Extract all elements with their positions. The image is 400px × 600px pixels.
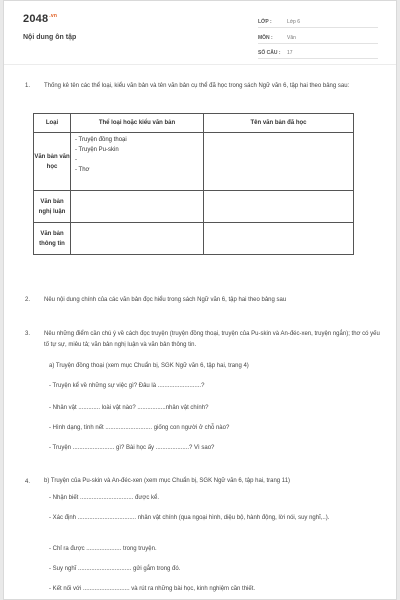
q4-line: - Xác định ................................... nhân vật chính (qua ngoại hình, diệu bộ, hành động, lời nói, suy nghĩ,..). xyxy=(49,515,330,521)
table-row xyxy=(34,133,354,191)
genre-cell xyxy=(71,133,204,191)
q3-line: - Truyện kể về những sự việc gì? Đâu là ..........................? xyxy=(49,383,205,389)
meta-count-key: SỐ CÂU : xyxy=(258,50,281,56)
meta-subject xyxy=(258,31,378,44)
logo-suffix: .vn xyxy=(49,13,58,20)
genre-item: - Truyện Pu-skin xyxy=(75,147,119,153)
q1-text: Thống kê tên các thể loại, kiểu văn bản và tên văn bản cụ thể đã học trong sách Ngữ văn 6, tập hai theo bảng sau: xyxy=(44,83,350,89)
q3-line: - Nhân vật ............. loài vật nào? .................nhân vật chính? xyxy=(49,405,209,411)
meta-question-count xyxy=(258,46,378,59)
q3-line: - Truyện ......................... gì? Bài học ấy ....................? Vì sao? xyxy=(49,445,215,451)
table-row xyxy=(34,191,354,223)
row-label-text: Văn bản văn học xyxy=(34,153,70,170)
meta-subject-key: MÔN : xyxy=(258,35,273,41)
row-label-text: Văn bản thông tin xyxy=(39,230,65,247)
q4-line: - Chỉ ra được ..................... trong truyện. xyxy=(49,546,157,552)
genre-cell[interactable] xyxy=(71,223,204,255)
meta-class-key: LỚP : xyxy=(258,19,272,25)
meta-subject-value: Văn xyxy=(287,35,296,41)
q4-subheading: b) Truyện của Pu-skin và An-đéc-xen (xem mục Chuẩn bị, SGK Ngữ văn 6, tập hai, trang 11) xyxy=(44,478,291,484)
table-header-row xyxy=(34,114,354,133)
genre-item: - Truyện đồng thoại xyxy=(75,137,127,143)
q4-number: 4. xyxy=(25,479,31,485)
meta-count-value: 17 xyxy=(287,50,293,56)
logo-text: 2048 xyxy=(23,13,49,25)
row-label xyxy=(34,223,71,255)
genre-item: - xyxy=(75,157,77,163)
row-label xyxy=(34,133,71,191)
q1-number: 1. xyxy=(25,83,31,89)
meta-class-value: Lớp 6 xyxy=(287,19,301,25)
table-header-cell: Thể loại hoặc kiểu văn bản xyxy=(71,114,204,133)
q4-line: - Kết nối với ............................ và rút ra những bài học, kinh nghiệm cần thiết. xyxy=(49,586,256,592)
q2-number: 2. xyxy=(25,297,31,303)
q3-text: Nêu những điểm cần chú ý về cách đọc truyện (truyện đồng thoại, truyện của Pu-skin và An-đéc-xen, truyện ngắn); thơ có yếu tố tự sự, miêu tả; văn bản nghị luận và văn bản thông tin. xyxy=(44,331,380,348)
table-header-cell: Tên văn bản đã học xyxy=(204,114,354,133)
q3-line: - Hình dạng, tính nết ............................ giống con người ở chỗ nào? xyxy=(49,425,230,431)
q3-number: 3. xyxy=(25,331,31,337)
page-subtitle: Nội dung ôn tập xyxy=(23,34,77,41)
q4-line: - Nhận biết ................................ được kể. xyxy=(49,495,159,501)
q3-subheading: a) Truyện đồng thoại (xem mục Chuẩn bị, SGK Ngữ văn 6, tập hai, trang 4) xyxy=(49,363,249,369)
row-label-text: Văn bản nghị luận xyxy=(38,198,66,215)
answer-cell[interactable] xyxy=(204,191,354,223)
table-header-cell: Loại xyxy=(34,114,71,133)
page-header xyxy=(4,1,396,63)
document-page xyxy=(3,0,397,600)
genre-item: - Thơ xyxy=(75,167,90,173)
header-divider xyxy=(4,64,396,65)
q1-table xyxy=(33,113,354,255)
q2-text: Nêu nội dung chính của các văn bản đọc hiểu trong sách Ngữ văn 6, tập hai theo bảng sau xyxy=(44,297,287,303)
table-row xyxy=(34,223,354,255)
genre-cell[interactable] xyxy=(71,191,204,223)
site-logo[interactable] xyxy=(23,13,57,25)
q4-line: - Suy nghĩ ................................ gửi gắm trong đó. xyxy=(49,566,181,572)
meta-class xyxy=(258,15,378,28)
row-label xyxy=(34,191,71,223)
answer-cell[interactable] xyxy=(204,133,354,191)
answer-cell[interactable] xyxy=(204,223,354,255)
